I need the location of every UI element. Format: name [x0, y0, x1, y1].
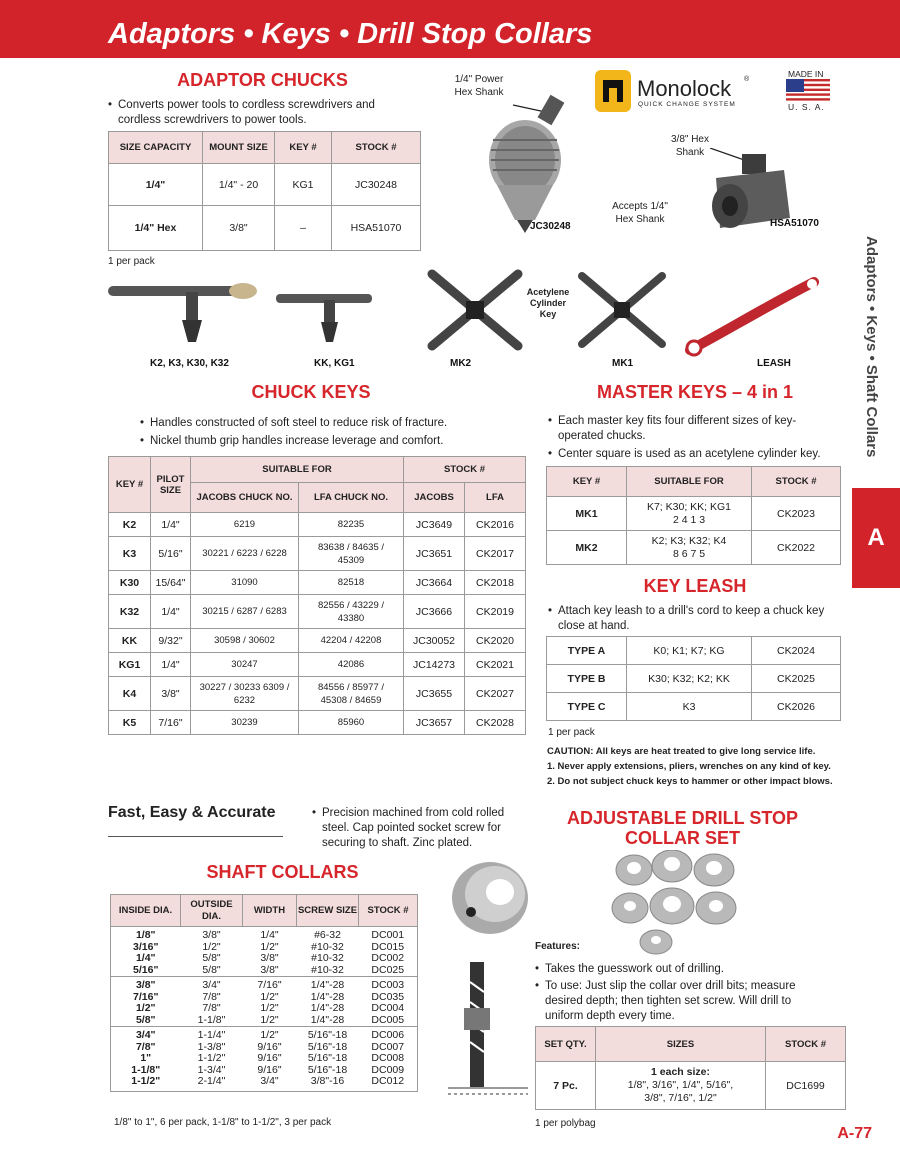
cell: K3: [109, 537, 151, 571]
caution-line: CAUTION: All keys are heat treated to give long service life.: [547, 746, 816, 757]
drill-bullet-2: • To use: Just slip the collar over drill bits; measure desired depth; then tighten set screw. Will drill to uniform depth every time.: [535, 979, 830, 1024]
table-row: [111, 1015, 418, 1027]
tagline-rule: [108, 836, 283, 837]
cell: 7 Pc.: [536, 1062, 596, 1110]
cell: 82235: [299, 513, 404, 537]
cell: 1/2": [202, 940, 221, 953]
jc30248-chuck-image: [455, 85, 585, 235]
chuck-keys-heading: CHUCK KEYS: [251, 382, 371, 402]
page-title: Adaptors • Keys • Drill Stop Collars: [108, 18, 593, 50]
cell: CK2019: [465, 595, 526, 629]
cell: CK2027: [465, 677, 526, 711]
cell: 30247: [191, 653, 299, 677]
cell: TYPE C: [547, 693, 627, 721]
cell: HSA51070: [332, 206, 421, 251]
cell: CK2024: [752, 637, 841, 665]
cell: 9/16": [257, 1040, 282, 1053]
cell: 5/16": [111, 965, 181, 977]
cell-line: K7; K30; KK; KG1: [646, 500, 732, 513]
cell: 1/4" - 20: [203, 164, 275, 206]
chuck-keys-table: [108, 456, 526, 735]
cell: K32: [109, 595, 151, 629]
cell: CK2018: [465, 571, 526, 595]
cell: 3/4": [202, 979, 221, 991]
cell: 5/8": [202, 952, 221, 964]
cell: 5/16": [151, 537, 191, 571]
cell: 1/4": [260, 929, 279, 941]
cell: 3/8": [260, 952, 279, 964]
cell: 30239: [191, 711, 299, 735]
cell: 1/4": [151, 595, 191, 629]
cell-line: 8 6 7 5: [672, 547, 706, 560]
drill-bullet-1: • Takes the guesswork out of drilling.: [535, 962, 830, 977]
table-row: [111, 977, 418, 992]
usa-flag-icon: [786, 79, 830, 103]
cell: [596, 1062, 766, 1110]
cell: 1/4"-28: [310, 1002, 345, 1014]
made-in-label: MADE IN: [788, 69, 824, 79]
drill-stop-table: [535, 1026, 846, 1110]
cell: 1-1/2": [197, 1052, 226, 1064]
key-caption-mk2: MK2: [450, 358, 472, 369]
key-caption-kk: KK, KG1: [314, 358, 355, 369]
cell: 1/2": [243, 1015, 297, 1027]
key-caption-k2: K2, K3, K30, K32: [150, 358, 229, 369]
monolock-name: Monolock: [637, 76, 732, 101]
chuck-key-k2-image: [108, 276, 258, 346]
cell: DC006: [371, 1029, 405, 1041]
cell: JC30052: [404, 629, 465, 653]
cell: 82518: [299, 571, 404, 595]
cell: 1/4": [151, 653, 191, 677]
cell: 1/2": [260, 1002, 279, 1014]
master-keys-bullets: [548, 414, 838, 462]
leash-note: 1 per pack: [548, 727, 595, 738]
cell: CK2023: [752, 497, 841, 531]
cell: JC3657: [404, 711, 465, 735]
cell: 1/4"-28: [297, 1015, 359, 1027]
cell: CK2028: [465, 711, 526, 735]
master-bullet-2: • Center square is used as an acetylene cylinder key.: [548, 447, 838, 462]
shaft-collar-image: [445, 858, 530, 938]
cell: 3/8": [202, 929, 221, 941]
jc-label: JC30248: [530, 221, 571, 232]
header-width: WIDTH: [243, 895, 297, 927]
cell: JC3649: [404, 513, 465, 537]
cell: DC035: [371, 990, 405, 1003]
table-row: [111, 1027, 418, 1042]
header-sizes: SIZES: [596, 1027, 766, 1062]
cell: 3/8": [243, 965, 297, 977]
table-row: [547, 531, 841, 565]
features-label: Features:: [535, 941, 581, 952]
cell: 3/8"-16: [310, 1075, 345, 1087]
cell: 1-1/2": [131, 1075, 161, 1087]
cell: 85960: [299, 711, 404, 735]
cell: 3/4": [260, 1075, 279, 1087]
cell: 3/16": [133, 940, 159, 953]
header-lfa-chuck: LFA CHUCK NO.: [299, 483, 404, 513]
accepts-label: Accepts 1/4" Hex Shank: [612, 201, 668, 225]
table-row: [111, 965, 418, 977]
table-row: [111, 1053, 418, 1065]
table-row: [109, 629, 526, 653]
power-shank-label: 1/4" Power Hex Shank: [454, 74, 504, 98]
cell: #10-32: [311, 940, 344, 953]
cell: 15/64": [151, 571, 191, 595]
cell: 82556 / 43229 / 43380: [299, 595, 404, 629]
cell: JC3655: [404, 677, 465, 711]
cell: 83638 / 84635 / 45309: [299, 537, 404, 571]
sidebar-text: Adaptors • Keys • Shaft Collars: [863, 236, 880, 458]
cell: DC005: [359, 1015, 418, 1027]
cell: DC012: [371, 1075, 405, 1087]
cell: DC003: [371, 979, 405, 991]
cell: 5/16"-18: [307, 1029, 348, 1041]
master-key-mk2-image: [420, 264, 530, 356]
cell: CK2017: [465, 537, 526, 571]
hsa-label: HSA51070: [770, 218, 819, 229]
drill-stop-collars-image: [606, 850, 746, 956]
page-number: A-77: [837, 1125, 872, 1142]
cell: K0; K1; K7; KG: [627, 637, 752, 665]
cell: K30; K32; K2; KK: [627, 665, 752, 693]
drill-stop-bullets: [535, 962, 830, 1024]
cell: 9/32": [151, 629, 191, 653]
cell: 1/2": [135, 1002, 156, 1014]
cell: JC30248: [332, 164, 421, 206]
header-jacobs-chuck: JACOBS CHUCK NO.: [191, 483, 299, 513]
table-row: [547, 693, 841, 721]
cell: 5/8": [111, 1015, 181, 1027]
cell: 3/8": [135, 979, 156, 991]
cell: JC14273: [404, 653, 465, 677]
shaft-note: 1/8" to 1", 6 per pack, 1-1/8" to 1-1/2", 3 per pack: [114, 1117, 332, 1128]
cell: 1-3/4": [197, 1063, 226, 1076]
table-row: [109, 164, 421, 206]
caution-line: 2. Do not subject chuck keys to hammer or other impact blows.: [547, 776, 833, 787]
cell: CK2022: [752, 531, 841, 565]
shaft-collar-bullets: [312, 806, 522, 851]
cell: 2-1/4": [197, 1075, 226, 1087]
cell: 3/8": [151, 677, 191, 711]
cell: 1/4": [135, 952, 156, 964]
cell: 7/16": [151, 711, 191, 735]
cell: K4: [109, 677, 151, 711]
table-row: [547, 665, 841, 693]
cell-line: 2 4 1 3: [672, 513, 706, 526]
chuck-keys-bullets: [140, 414, 520, 450]
cell: 30227 / 30233 6309 / 6232: [191, 677, 299, 711]
header-pilot: PILOT SIZE: [151, 457, 191, 513]
cell: 1/2": [260, 940, 279, 953]
drill-stop-heading-line2: COLLAR SET: [625, 828, 740, 848]
cell: #10-32: [297, 965, 359, 977]
master-keys-heading: MASTER KEYS – 4 in 1: [596, 382, 794, 402]
cell: JC3666: [404, 595, 465, 629]
cell: #10-32: [311, 952, 344, 964]
adaptor-chucks-heading: ADAPTOR CHUCKS: [177, 70, 348, 90]
cell: KG1: [275, 164, 332, 206]
table-row: [109, 677, 526, 711]
cell: 1-3/8": [197, 1040, 226, 1053]
key-leash-image: [684, 272, 824, 362]
header-outside: OUTSIDE DIA.: [181, 895, 243, 927]
cell: DC015: [371, 940, 405, 953]
monolock-sub: QUICK CHANGE SYSTEM: [638, 101, 736, 108]
table-row: [109, 206, 421, 251]
header-stock: STOCK #: [332, 132, 421, 164]
cell: 1/4"-28: [310, 990, 345, 1003]
table-row: [109, 571, 526, 595]
key-caption-mk1: MK1: [612, 358, 634, 369]
cell: KK: [109, 629, 151, 653]
shaft-collars-heading: SHAFT COLLARS: [206, 862, 359, 882]
table-row: [111, 1003, 418, 1015]
cell: 1-1/4": [197, 1029, 226, 1041]
header-mount: MOUNT SIZE: [203, 132, 275, 164]
cell: 7/8": [135, 1040, 156, 1053]
cell: 5/16"-18: [307, 1063, 348, 1076]
cell: 9/16": [257, 1063, 282, 1076]
cell: 6219: [191, 513, 299, 537]
section-tab-a[interactable]: A: [852, 488, 900, 588]
cell: KG1: [109, 653, 151, 677]
table-row: [109, 537, 526, 571]
cell: 7/16": [133, 990, 159, 1003]
drill-stop-heading: [540, 808, 825, 848]
master-bullet-1: • Each master key fits four different sizes of key-operated chucks.: [548, 414, 838, 444]
header-suitable: SUITABLE FOR: [627, 467, 752, 497]
cell: 1/4": [151, 513, 191, 537]
header-inside: INSIDE DIA.: [111, 895, 181, 927]
header-screw: SCREW SIZE: [297, 895, 359, 927]
cell: CK2016: [465, 513, 526, 537]
cell: 1/2": [260, 990, 279, 1003]
cell: 1": [140, 1052, 152, 1064]
hex-shank-label: 3/8" Hex Shank: [670, 134, 709, 158]
key-leash-table: [546, 636, 841, 721]
cell: 30215 / 6287 / 6283: [191, 595, 299, 629]
header-size: SIZE CAPACITY: [109, 132, 203, 164]
header-lfa: LFA: [465, 483, 526, 513]
adaptor-note: 1 per pack: [108, 256, 155, 267]
cell: K3: [627, 693, 752, 721]
cell: 7/16": [257, 979, 282, 991]
header-key: KEY #: [109, 457, 151, 513]
table-row: [109, 653, 526, 677]
leash-bullet: • Attach key leash to a drill's cord to keep a chuck key close at hand.: [548, 604, 843, 634]
key-caption-leash: LEASH: [757, 358, 791, 369]
cell: 30221 / 6223 / 6228: [191, 537, 299, 571]
table-row: [109, 513, 526, 537]
cell: 3/4": [135, 1029, 156, 1041]
caution-line: 1. Never apply extensions, pliers, wrenches on any kind of key.: [547, 761, 831, 772]
cell: –: [275, 206, 332, 251]
cell: [627, 497, 752, 531]
table-row: [547, 637, 841, 665]
table-row: [111, 953, 418, 965]
shaft-bullet: • Precision machined from cold rolled steel. Cap pointed socket screw for securing to shaft. Zinc plated.: [312, 806, 522, 851]
cell: CK2025: [752, 665, 841, 693]
sizes-title: 1 each size:: [651, 1066, 710, 1078]
header-stock: STOCK #: [359, 895, 418, 927]
key-leash-bullets: [548, 604, 843, 634]
header-stock: STOCK #: [752, 467, 841, 497]
table-row: [547, 497, 841, 531]
cell: 3/8": [203, 206, 275, 251]
cell: MK2: [547, 531, 627, 565]
acetylene-label: Acetylene Cylinder Key: [526, 287, 570, 319]
cell: JC3664: [404, 571, 465, 595]
cell: K30: [109, 571, 151, 595]
cell: 1/2": [260, 1029, 279, 1041]
cell: 1-1/8": [131, 1063, 161, 1076]
cell: DC001: [371, 929, 405, 941]
shaft-collars-body: [111, 927, 418, 1092]
adaptor-bullet: • Converts power tools to cordless screwdrivers and cordless screwdrivers to power tools.: [108, 98, 408, 128]
key-leash-heading: KEY LEASH: [643, 576, 747, 596]
cell: DC008: [371, 1052, 405, 1064]
header-stock: STOCK #: [404, 457, 526, 483]
chuck-key-kk-image: [276, 290, 376, 350]
cell: DC002: [371, 952, 405, 964]
sizes-line: 3/8", 7/16", 1/2": [644, 1092, 717, 1104]
cell: K5: [109, 711, 151, 735]
cell: 7/8": [202, 990, 221, 1003]
header-key: KEY #: [547, 467, 627, 497]
cell: #6-32: [314, 929, 341, 941]
table-row: [109, 595, 526, 629]
master-key-mk1-image: [572, 266, 672, 354]
cell: 1/4" Hex: [109, 206, 203, 251]
drill-bit-image: [448, 962, 528, 1102]
sidebar-vertical-text: [848, 236, 888, 486]
cell: 5/16"-18: [307, 1040, 348, 1053]
drill-stop-heading-line1: ADJUSTABLE DRILL STOP: [566, 808, 799, 828]
caution-block: [547, 744, 833, 789]
tagline: Fast, Easy & Accurate: [108, 804, 276, 821]
chuck-bullet-1: • Handles constructed of soft steel to reduce risk of fracture.: [140, 414, 520, 432]
header-stock: STOCK #: [766, 1027, 846, 1062]
adaptor-chucks-bullets: [108, 98, 408, 128]
table-row: [536, 1062, 846, 1110]
cell: DC1699: [766, 1062, 846, 1110]
cell: TYPE A: [547, 637, 627, 665]
cell: 1/4"-28: [310, 979, 345, 991]
chuck-bullet-2: • Nickel thumb grip handles increase leverage and comfort.: [140, 432, 520, 450]
cell: 84556 / 85977 / 45308 / 84659: [299, 677, 404, 711]
cell: DC007: [371, 1040, 405, 1053]
table-row: [109, 711, 526, 735]
header-jacobs: JACOBS: [404, 483, 465, 513]
cell: 9/16": [257, 1052, 282, 1064]
adaptor-chucks-table: [108, 131, 421, 251]
cell: 42204 / 42208: [299, 629, 404, 653]
cell: K2: [109, 513, 151, 537]
cell: CK2021: [465, 653, 526, 677]
cell: MK1: [547, 497, 627, 531]
cell-line: K2; K3; K32; K4: [651, 534, 727, 547]
table-row: [111, 1076, 418, 1091]
cell: 42086: [299, 653, 404, 677]
drill-stop-note: 1 per polybag: [535, 1118, 596, 1129]
cell: DC025: [359, 965, 418, 977]
cell: 1/4": [109, 164, 203, 206]
cell: DC004: [371, 1002, 405, 1014]
cell: JC3651: [404, 537, 465, 571]
registered-mark: ®: [744, 76, 750, 83]
header-key: KEY #: [275, 132, 332, 164]
cell: CK2020: [465, 629, 526, 653]
cell: CK2026: [752, 693, 841, 721]
usa-label: U. S. A.: [788, 102, 825, 112]
cell: 5/16"-18: [307, 1052, 348, 1064]
chuck-keys-body: [109, 513, 526, 735]
header-set-qty: SET QTY.: [536, 1027, 596, 1062]
cell: DC009: [371, 1063, 405, 1076]
cell: 31090: [191, 571, 299, 595]
master-keys-table: [546, 466, 841, 565]
shaft-collars-table: [110, 894, 418, 1092]
sizes-line: 1/8", 3/16", 1/4", 5/16",: [627, 1079, 734, 1091]
table-row: [111, 927, 418, 942]
cell: 7/8": [202, 1002, 221, 1014]
cell: 30598 / 30602: [191, 629, 299, 653]
cell: 5/8": [181, 965, 243, 977]
cell: [627, 531, 752, 565]
cell: 1-1/8": [181, 1015, 243, 1027]
cell: TYPE B: [547, 665, 627, 693]
header-suitable: SUITABLE FOR: [191, 457, 404, 483]
cell: 1/8": [135, 929, 156, 941]
